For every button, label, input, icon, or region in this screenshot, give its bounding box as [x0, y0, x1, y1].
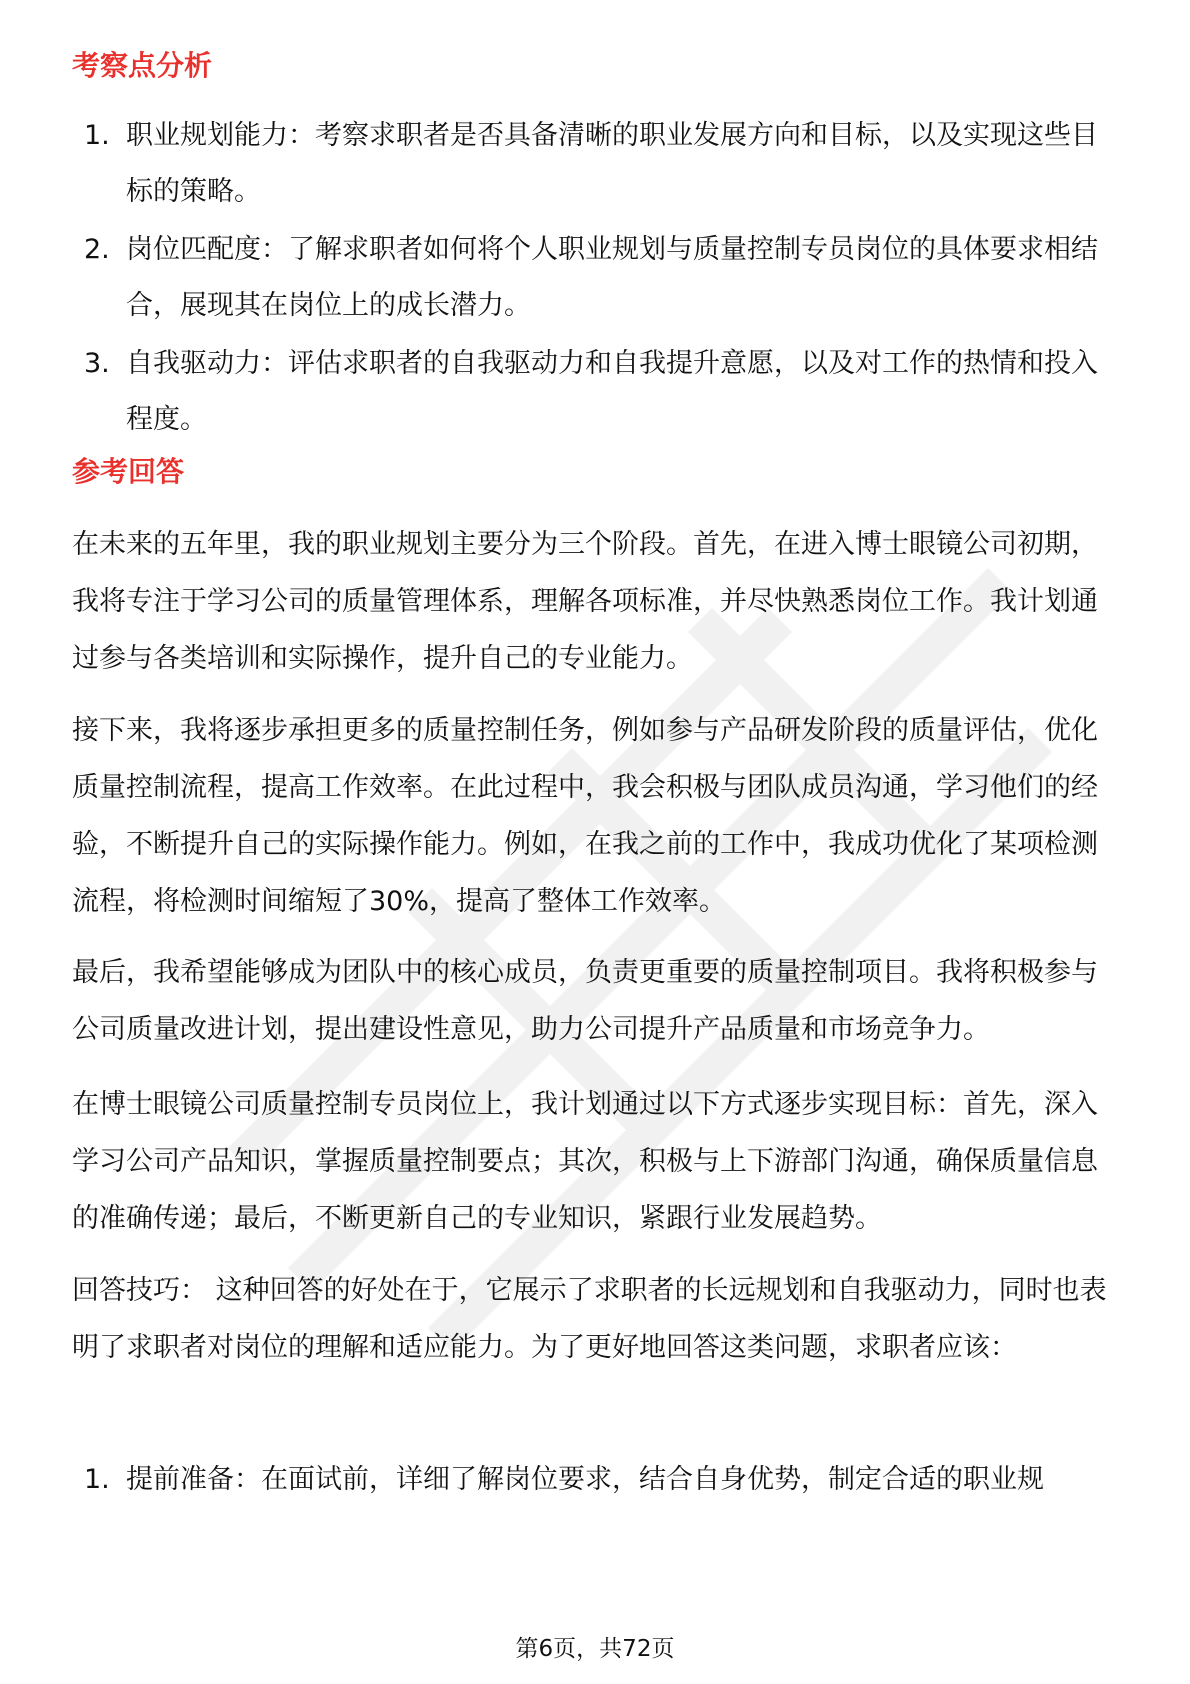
list-item-number: 1. — [84, 120, 110, 151]
list-item-text: 职业规划能力：考察求职者是否具备清晰的职业发展方向和目标，以及实现这些目标的策略。 — [126, 120, 1098, 207]
analysis-list — [72, 108, 1122, 450]
list-item — [72, 108, 1122, 220]
section-title-reference-answer: 参考回答 — [72, 455, 185, 488]
list-item-text: 岗位匹配度：了解求职者如何将个人职业规划与质量控制专员岗位的具体要求相结合，展现其在岗位上的成长潜力。 — [126, 234, 1098, 321]
answer-paragraph: 在未来的五年里，我的职业规划主要分为三个阶段。首先，在进入博士眼镜公司初期，我将专注于学习公司的质量管理体系，理解各项标准，并尽快熟悉岗位工作。我计划通过参与各类培训和实际操作，提升自己的专业能力。 — [72, 529, 1098, 674]
answer-paragraph: 最后，我希望能够成为团队中的核心成员，负责更重要的质量控制项目。我将积极参与公司质量改进计划，提出建设性意见，助力公司提升产品质量和市场竞争力。 — [72, 957, 1098, 1045]
list-item-number: 2. — [84, 234, 110, 265]
list-item-number: 3. — [84, 348, 110, 379]
page-footer: 第6页，共72页 — [515, 1636, 675, 1662]
section-title-analysis: 考察点分析 — [72, 49, 213, 82]
list-item-number: 1. — [84, 1464, 110, 1495]
list-item — [72, 336, 1122, 448]
list-item — [72, 222, 1122, 334]
answer-paragraph: 在博士眼镜公司质量控制专员岗位上，我计划通过以下方式逐步实现目标：首先，深入学习公司产品知识，掌握质量控制要点；其次，积极与上下游部门沟通，确保质量信息的准确传递；最后，不断更新自己的专业知识，紧跟行业发展趋势。 — [72, 1089, 1098, 1234]
list-item — [72, 1452, 1122, 1508]
list-item-text: 自我驱动力：评估求职者的自我驱动力和自我提升意愿，以及对工作的热情和投入程度。 — [126, 348, 1098, 435]
list-item-text: 提前准备：在面试前，详细了解岗位要求，结合自身优势，制定合适的职业规 — [126, 1464, 1044, 1495]
answer-tips-intro: 回答技巧： 这种回答的好处在于，它展示了求职者的长远规划和自我驱动力，同时也表明了求职者对岗位的理解和适应能力。为了更好地回答这类问题，求职者应该： — [72, 1275, 1107, 1363]
answer-paragraph: 接下来，我将逐步承担更多的质量控制任务，例如参与产品研发阶段的质量评估，优化质量控制流程，提高工作效率。在此过程中，我会积极与团队成员沟通，学习他们的经验，不断提升自己的实际操作能力。例如，在我之前的工作中，我成功优化了某项检测流程，将检测时间缩短了30%，提高了整体工作效率。 — [72, 715, 1098, 917]
tips-list — [72, 1452, 1122, 1510]
